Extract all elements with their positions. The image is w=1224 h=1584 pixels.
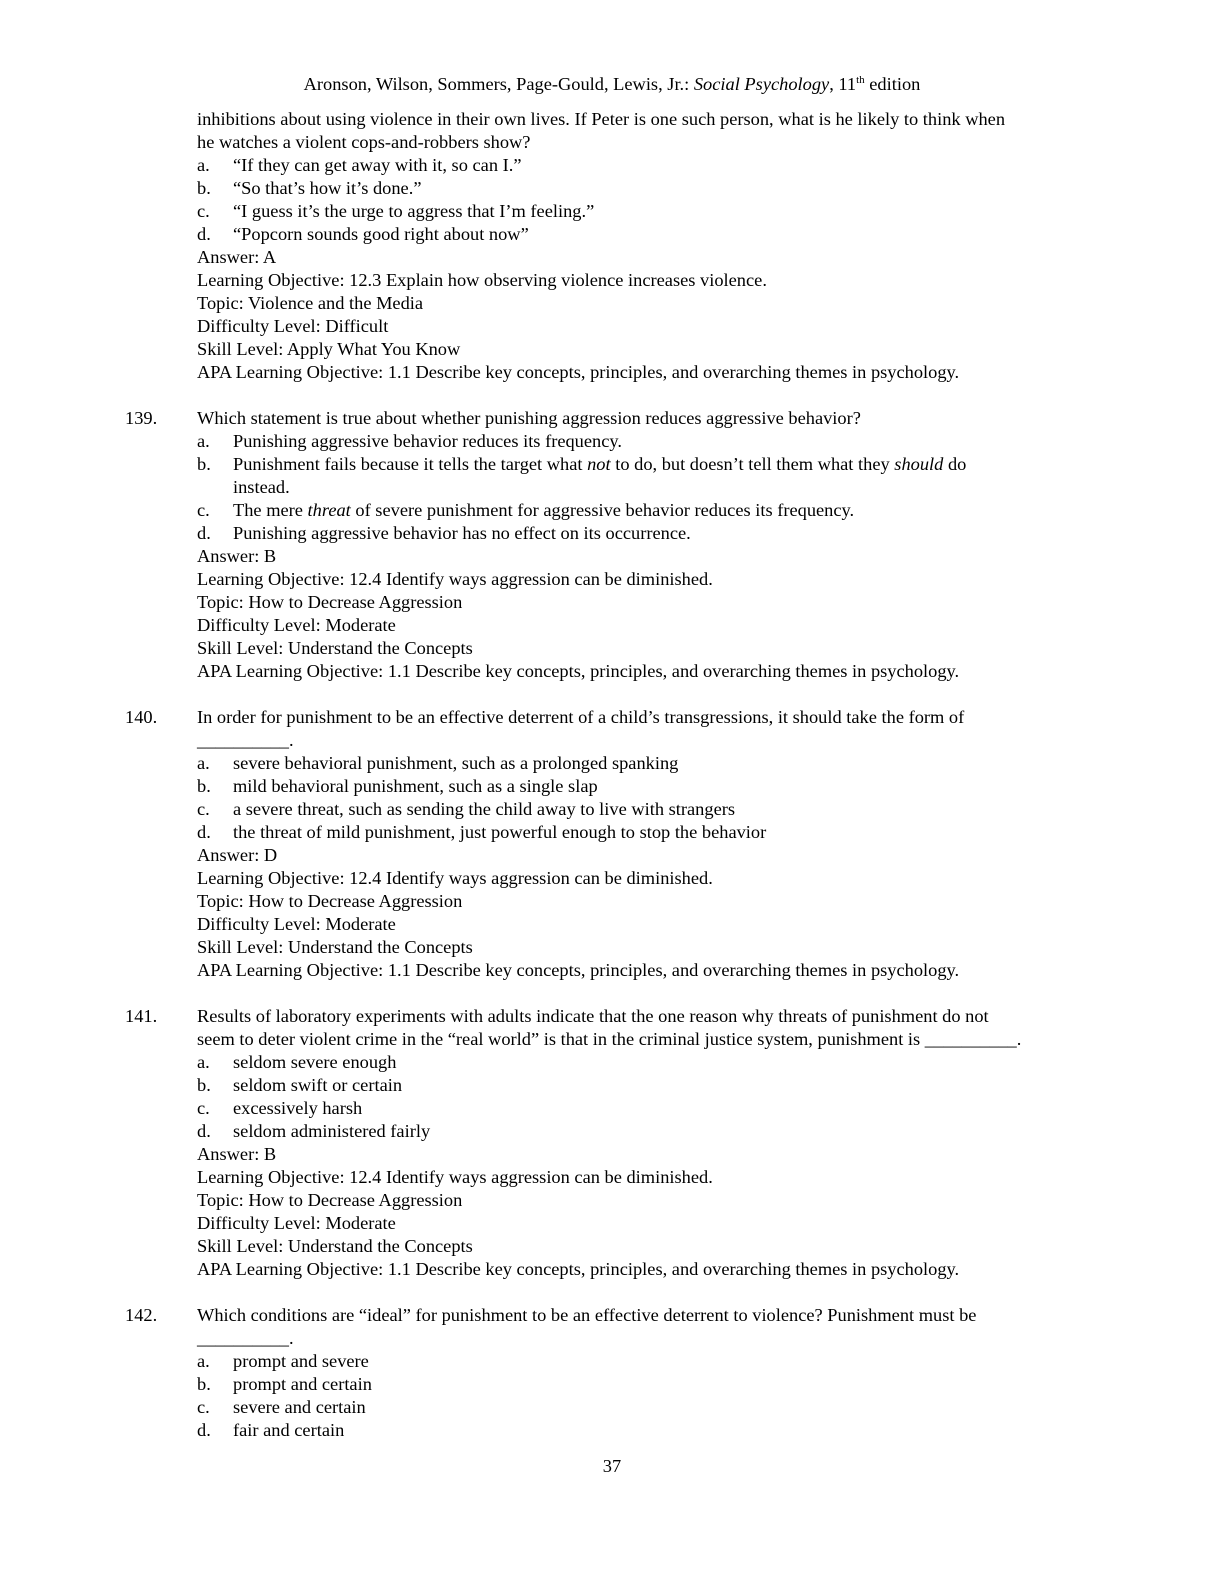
difficulty-line: Difficulty Level: Moderate: [197, 1213, 396, 1233]
spacer: [0, 1281, 1224, 1304]
spacer: [0, 982, 1224, 1005]
option-letter: d.: [197, 1420, 211, 1440]
option-letter: c.: [197, 1397, 210, 1417]
answer-option: [0, 223, 1224, 246]
question-142: [0, 1304, 1224, 1442]
answer-option: [0, 775, 1224, 798]
option-letter: d.: [197, 822, 211, 842]
learning-objective-line: Learning Objective: 12.4 Identify ways aggression can be diminished.: [197, 1167, 713, 1187]
option-text: “If they can get away with it, so can I.”: [233, 155, 522, 175]
option-letter: d.: [197, 1121, 211, 1141]
option-text: fair and certain: [233, 1420, 345, 1440]
answer-option: [0, 1120, 1224, 1143]
answer-option: [0, 821, 1224, 844]
topic-line: Topic: How to Decrease Aggression: [197, 1190, 463, 1210]
option-text-part: Punishment fails because it tells the target what: [233, 454, 588, 474]
option-text: seldom administered fairly: [233, 1121, 431, 1141]
option-text: [233, 499, 854, 522]
option-text: mild behavioral punishment, such as a single slap: [233, 776, 598, 796]
option-continuation: instead.: [233, 477, 290, 497]
difficulty-line: Difficulty Level: Moderate: [197, 914, 396, 934]
answer-option: [0, 1373, 1224, 1396]
answer-option: [0, 177, 1224, 200]
option-emphasis: not: [587, 454, 611, 474]
question-number: 140.: [125, 707, 158, 727]
question-stem-line: __________.: [197, 1328, 294, 1348]
question-stem-line: [0, 706, 1224, 729]
page-content: [0, 108, 1224, 1442]
option-text: seldom severe enough: [233, 1052, 397, 1072]
option-text: [233, 453, 966, 476]
question-stem-line: [0, 1005, 1224, 1028]
option-text: Punishing aggressive behavior reduces its frequency.: [233, 431, 622, 451]
option-emphasis: threat: [307, 500, 351, 520]
question-stem-line: he watches a violent cops-and-robbers show?: [197, 132, 531, 152]
answer-option: [0, 200, 1224, 223]
option-letter: c.: [197, 201, 210, 221]
option-letter: a.: [197, 1052, 210, 1072]
topic-line: Topic: Violence and the Media: [197, 293, 424, 313]
answer-option: [0, 1097, 1224, 1120]
option-letter: c.: [197, 799, 210, 819]
answer-option: [0, 1074, 1224, 1097]
topic-line: Topic: How to Decrease Aggression: [197, 592, 463, 612]
question-stem-line: seem to deter violent crime in the “real world” is that in the criminal justice system, punishment is __________.: [197, 1029, 1022, 1049]
option-text-part: to do, but doesn’t tell them what they: [610, 454, 895, 474]
question-stem-line: inhibitions about using violence in their own lives. If Peter is one such person, what is he likely to think when: [197, 109, 1006, 129]
option-text: severe behavioral punishment, such as a prolonged spanking: [233, 753, 679, 773]
option-text: “Popcorn sounds good right about now”: [233, 224, 529, 244]
option-text-part: of severe punishment for aggressive behavior reduces its frequency.: [350, 500, 855, 520]
option-letter: b.: [197, 1075, 211, 1095]
question-stem-line: __________.: [197, 730, 294, 750]
option-text: “So that’s how it’s done.”: [233, 178, 422, 198]
option-text-part: do: [943, 454, 967, 474]
learning-objective-line: Learning Objective: 12.4 Identify ways aggression can be diminished.: [197, 569, 713, 589]
option-text: excessively harsh: [233, 1098, 363, 1118]
apa-objective-line: APA Learning Objective: 1.1 Describe key concepts, principles, and overarching themes in psychology.: [197, 661, 960, 681]
option-letter: d.: [197, 523, 211, 543]
learning-objective-line: Learning Objective: 12.4 Identify ways aggression can be diminished.: [197, 868, 713, 888]
apa-objective-line: APA Learning Objective: 1.1 Describe key concepts, principles, and overarching themes in psychology.: [197, 960, 960, 980]
option-letter: d.: [197, 224, 211, 244]
question-stem: Which conditions are “ideal” for punishment to be an effective deterrent to violence? Punishment must be: [197, 1305, 977, 1325]
option-letter: a.: [197, 1351, 210, 1371]
option-letter: b.: [197, 178, 211, 198]
learning-objective-line: Learning Objective: 12.3 Explain how observing violence increases violence.: [197, 270, 767, 290]
question-number: 141.: [125, 1006, 158, 1026]
option-text: Punishing aggressive behavior has no effect on its occurrence.: [233, 523, 691, 543]
page-number: 37: [602, 1456, 622, 1476]
header-edition-post: edition: [864, 74, 921, 94]
option-letter: c.: [197, 500, 210, 520]
answer-option: [0, 430, 1224, 453]
header-edition-pre: , 11: [829, 74, 857, 94]
answer-option: [0, 453, 1224, 476]
option-text: prompt and certain: [233, 1374, 372, 1394]
difficulty-line: Difficulty Level: Moderate: [197, 615, 396, 635]
question-carryover: [0, 108, 1224, 384]
answer-line: Answer: B: [197, 546, 277, 566]
apa-objective-line: APA Learning Objective: 1.1 Describe key concepts, principles, and overarching themes in psychology.: [197, 362, 960, 382]
option-text: “I guess it’s the urge to aggress that I’m feeling.”: [233, 201, 595, 221]
answer-option: [0, 499, 1224, 522]
header-edition-sup: th: [856, 73, 865, 86]
answer-line: Answer: A: [197, 247, 277, 267]
running-header: [0, 73, 1224, 96]
spacer: [0, 683, 1224, 706]
answer-option: [0, 752, 1224, 775]
question-139: [0, 407, 1224, 683]
option-letter: b.: [197, 454, 211, 474]
answer-option: [0, 1419, 1224, 1442]
option-text: severe and certain: [233, 1397, 366, 1417]
answer-line: Answer: B: [197, 1144, 277, 1164]
option-letter: b.: [197, 1374, 211, 1394]
answer-option: [0, 1350, 1224, 1373]
question-stem: Which statement is true about whether punishing aggression reduces aggressive behavior?: [197, 408, 861, 428]
skill-level-line: Skill Level: Understand the Concepts: [197, 937, 473, 957]
option-text-part: The mere: [233, 500, 308, 520]
question-stem-line: [0, 407, 1224, 430]
option-emphasis: should: [894, 454, 944, 474]
option-text: the threat of mild punishment, just powerful enough to stop the behavior: [233, 822, 767, 842]
skill-level-line: Skill Level: Understand the Concepts: [197, 638, 473, 658]
answer-option: [0, 154, 1224, 177]
option-letter: a.: [197, 155, 210, 175]
option-text: prompt and severe: [233, 1351, 369, 1371]
question-stem-line: [0, 1304, 1224, 1327]
option-text: seldom swift or certain: [233, 1075, 403, 1095]
option-letter: c.: [197, 1098, 210, 1118]
header-authors: Aronson, Wilson, Sommers, Page-Gould, Lewis, Jr.:: [303, 74, 694, 94]
answer-option: [0, 1396, 1224, 1419]
skill-level-line: Skill Level: Apply What You Know: [197, 339, 461, 359]
topic-line: Topic: How to Decrease Aggression: [197, 891, 463, 911]
option-letter: a.: [197, 431, 210, 451]
option-letter: b.: [197, 776, 211, 796]
apa-objective-line: APA Learning Objective: 1.1 Describe key concepts, principles, and overarching themes in psychology.: [197, 1259, 960, 1279]
answer-line: Answer: D: [197, 845, 278, 865]
answer-option: [0, 522, 1224, 545]
question-141: [0, 1005, 1224, 1281]
question-stem: Results of laboratory experiments with adults indicate that the one reason why threats of punishment do not: [197, 1006, 989, 1026]
header-book-title: Social Psychology: [693, 74, 830, 94]
option-letter: a.: [197, 753, 210, 773]
option-text: a severe threat, such as sending the child away to live with strangers: [233, 799, 736, 819]
question-number: 139.: [125, 408, 158, 428]
answer-option: [0, 798, 1224, 821]
question-140: [0, 706, 1224, 982]
skill-level-line: Skill Level: Understand the Concepts: [197, 1236, 473, 1256]
question-number: 142.: [125, 1305, 158, 1325]
spacer: [0, 384, 1224, 407]
question-stem: In order for punishment to be an effective deterrent of a child’s transgressions, it should take the form of: [197, 707, 965, 727]
answer-option: [0, 1051, 1224, 1074]
difficulty-line: Difficulty Level: Difficult: [197, 316, 389, 336]
